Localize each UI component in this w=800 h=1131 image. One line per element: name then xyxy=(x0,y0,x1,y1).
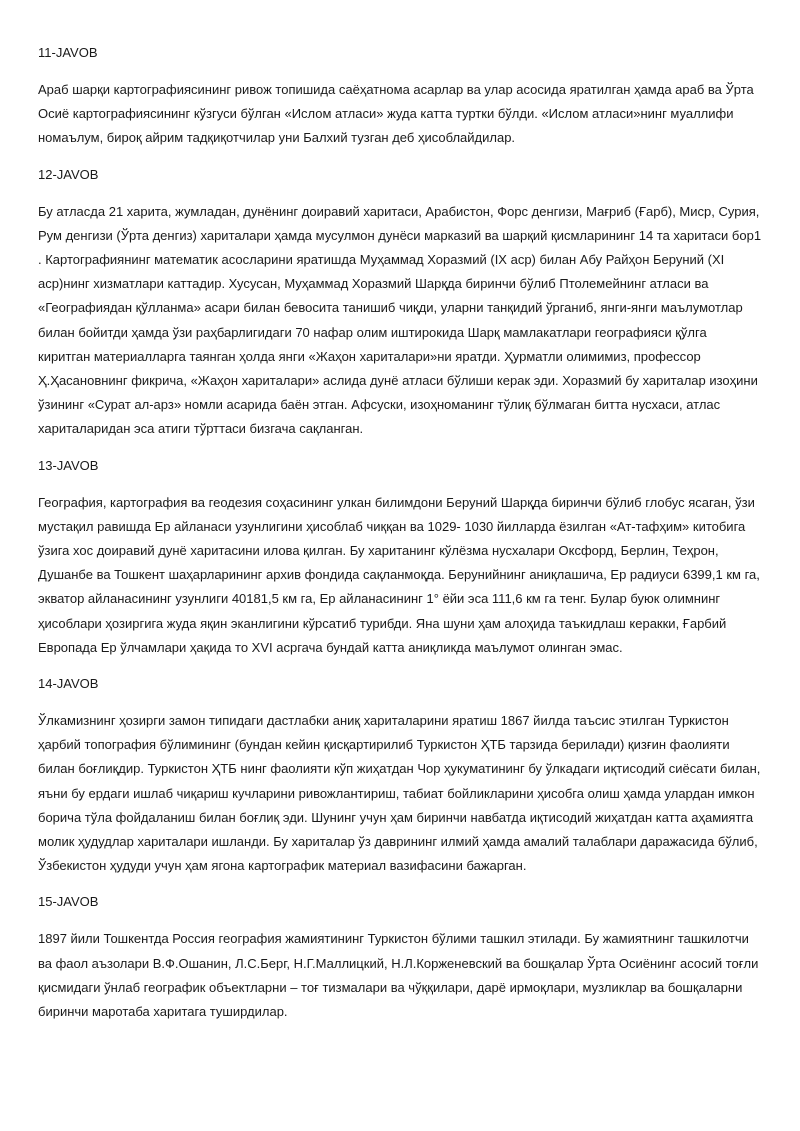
section-heading: 14-JAVOB xyxy=(38,676,99,692)
answer-section-12 xyxy=(38,166,762,442)
section-paragraph: География, картография ва геодезия соҳасининг улкан билимдони Беруний Шарқда биринчи бўлиб глобус ясаган, ўзи мустақил равишда Ер айланаси узунлигини ҳисоблаб чиққан ва 1029- 1030 йилларда ёзилган «Ат-тафҳим» китобига ўзига хос доиравий дунё харитасини илова қилган. Бу хаританинг кўлёзма нусхалари Оксфорд, Берлин, Теҳрон, Душанбе ва Тошкент шаҳарларининг архив фондида сақланмоқда. Берунийнинг аниқлашича, Ер радиуси 6399,1 км га, экватор айланасининг узунлиги 40181,5 км га, Ер айланасининг 1° ёйи эса 111,6 км га тенг. Булар буюк олимнинг ҳисоблари ҳозиргига жуда яқин эканлигини кўрсатиб турибди. Яна шуни ҳам алоҳида таъкидлаш керакки, Ғарбий Европада Ер ўлчамлари ҳақида то XVI асргача бундай катта аниқликда маълумот олинган эмас. xyxy=(38,494,760,655)
document-page xyxy=(38,44,762,1039)
answer-section-11 xyxy=(38,44,762,151)
section-paragraph: Араб шарқи картографиясининг ривож топишида саёҳатнома асарлар ва улар асосида яратилган ҳамда араб ва Ўрта Осиё картографиясининг кўзгуси бўлган «Ислом атласи» жуда катта туртки бўлди. «Ислом атласи»нинг муаллифи номаълум, бироқ айрим тадқиқотчилар уни Балхий тузган деб ҳисоблайдилар. xyxy=(38,82,754,146)
section-heading: 12-JAVOB xyxy=(38,166,99,182)
section-paragraph: 1897 йили Тошкентда Россия география жамиятининг Туркистон бўлими ташкил этилади. Бу жамиятнинг ташкилотчи ва фаол аъзолари В.Ф.Ошанин, Л.С.Берг, Н.Г.Маллицкий, Н.Л.Корженевский ва бошқалар Ўрта Осиёнинг асосий тоғли қисмидаги ўнлаб географик объектларни – тоғ тизмалари ва чўққилари, дарё ирмоқлари, музликлар ва бошқаларни биринчи маротаба харитага туширдилар. xyxy=(38,931,759,1020)
answer-section-15 xyxy=(38,893,762,1024)
answer-section-13 xyxy=(38,457,762,660)
answer-section-14 xyxy=(38,675,762,878)
section-paragraph: Ўлкамизнинг ҳозирги замон типидаги дастлабки аниқ хариталарини яратиш 1867 йилда таъсис этилган Туркистон ҳарбий топография бўлимининг (бундан кейин қисқартирилиб Туркистон ҲТБ тарзида берилади) қизғин фаолияти билан боғлиқдир. Туркистон ҲТБ нинг фаолияти кўп жиҳатдан Чор ҳукуматининг бу ўлкадаги иқтисодий сиёсати билан, яъни бу ердаги ишлаб чиқариш кучларини ривожлантириш, табиат бойликларини ҳисобга олиш ҳамда улардан имкон борича тўла фойдаланиш билан боғлиқ эди. Шунинг учун ҳам биринчи навбатда иқтисодий жиҳатдан катта аҳамиятга молик ҳудудлар хариталари ишланди. Бу хариталар ўз даврининг илмий ҳамда амалий талаблари даражасида бўлиб, Ўзбекистон ҳудуди учун ҳам ягона картографик материал вазифасини бажарган. xyxy=(38,713,761,874)
section-heading: 13-JAVOB xyxy=(38,457,99,473)
section-heading: 11-JAVOB xyxy=(38,45,98,60)
section-paragraph: Бу атласда 21 харита, жумладан, дунёнинг доиравий харитаси, Арабистон, Форс денгизи, Мағриб (Ғарб), Миср, Сурия, Рум денгизи (Ўрта денгиз) хариталари ҳамда мусулмон дунёси марказий ва шарқий қисмларининг 14 та харитаси бор1 . Картографиянинг математик асосларини яратишда Муҳаммад Хоразмий (IX аср) билан Абу Райҳон Беруний (XI аср)нинг хизматлари каттадир. Хусусан, Муҳаммад Хоразмий Шарқда биринчи бўлиб Птолемейнинг атласи ва «Географиядан қўлланма» асари билан бевосита танишиб чиқди, уларни танқидий ўрганиб, янги-янги маълумотлар билан бойитди ҳамда ўзи раҳбарлигидаги 70 нафар олим иштирокида Шарқ мамлакатлари географияси қўлга киритган материалларга таянган ҳолда янги «Жаҳон хариталари»ни яратди. Ҳурматли олимимиз, профессор Ҳ.Ҳасановнинг фикрича, «Жаҳон хариталари» аслида дунё атласи бўлиши керак эди. Хоразмий бу хариталар изоҳини ўзининг «Сурат ал-арз» номли асарида баён этган. Афсуски, изоҳноманинг тўлиқ бўлмаган битта нусхаси, атлас хариталаридан эса атиги тўрттаси бизгача сақланган. xyxy=(38,203,762,437)
section-heading: 15-JAVOB xyxy=(38,894,99,910)
